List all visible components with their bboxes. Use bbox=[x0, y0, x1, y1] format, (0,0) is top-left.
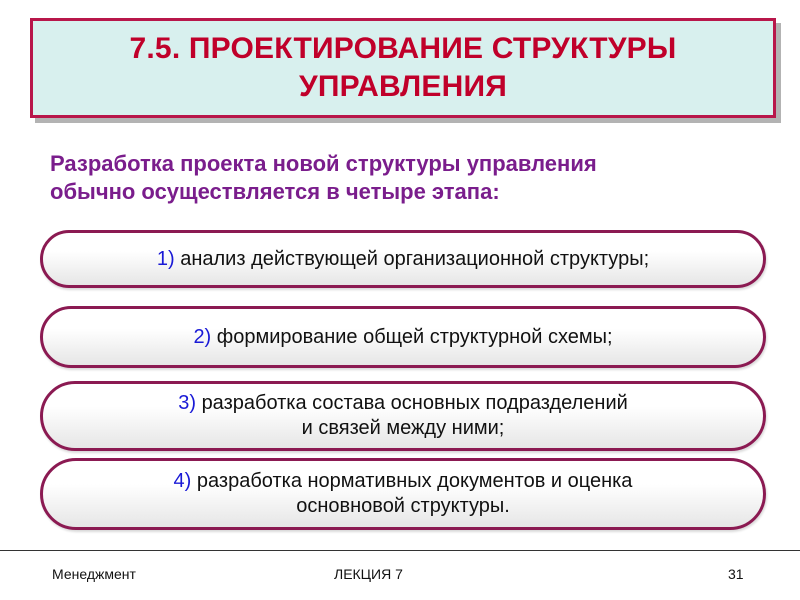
footer-divider bbox=[0, 550, 800, 551]
step-4-number: 4) bbox=[173, 470, 192, 492]
step-2-box bbox=[40, 306, 766, 368]
slide-title-box bbox=[30, 18, 776, 118]
step-2-text: формирование общей структурной схемы; bbox=[216, 325, 613, 348]
step-4-line-1 bbox=[174, 469, 633, 494]
footer-page-number: 31 bbox=[728, 566, 744, 582]
step-3-box bbox=[40, 381, 766, 451]
step-4-text-1: разработка нормативных документов и оценка bbox=[196, 470, 633, 492]
intro-line-1: Разработка проекта новой структуры управления bbox=[50, 151, 597, 176]
step-2-number: 2) bbox=[193, 325, 212, 348]
step-1-number: 1) bbox=[156, 247, 175, 270]
step-1-line-1 bbox=[157, 247, 649, 272]
step-3-line-1 bbox=[178, 391, 628, 416]
step-3-line-2: и связей между ними; bbox=[301, 417, 505, 439]
step-4-box bbox=[40, 458, 766, 530]
step-1-text: анализ действующей организационной структуры; bbox=[180, 247, 650, 270]
slide-title-line-1: 7.5. ПРОЕКТИРОВАНИЕ СТРУКТУРЫ bbox=[129, 32, 677, 65]
slide-title-line-2: УПРАВЛЕНИЯ bbox=[298, 70, 508, 103]
step-4-line-2: основновой структуры. bbox=[296, 495, 510, 517]
intro-line-2: обычно осуществляется в четыре этапа: bbox=[50, 179, 500, 204]
intro-text bbox=[50, 150, 770, 206]
footer-lecture-label: ЛЕКЦИЯ 7 bbox=[334, 566, 403, 582]
step-1-box bbox=[40, 230, 766, 288]
footer-course-name: Менеджмент bbox=[52, 566, 136, 582]
step-2-line-1 bbox=[193, 325, 612, 350]
step-3-number: 3) bbox=[178, 392, 196, 414]
step-3-text-1: разработка состава основных подразделений bbox=[201, 392, 628, 414]
